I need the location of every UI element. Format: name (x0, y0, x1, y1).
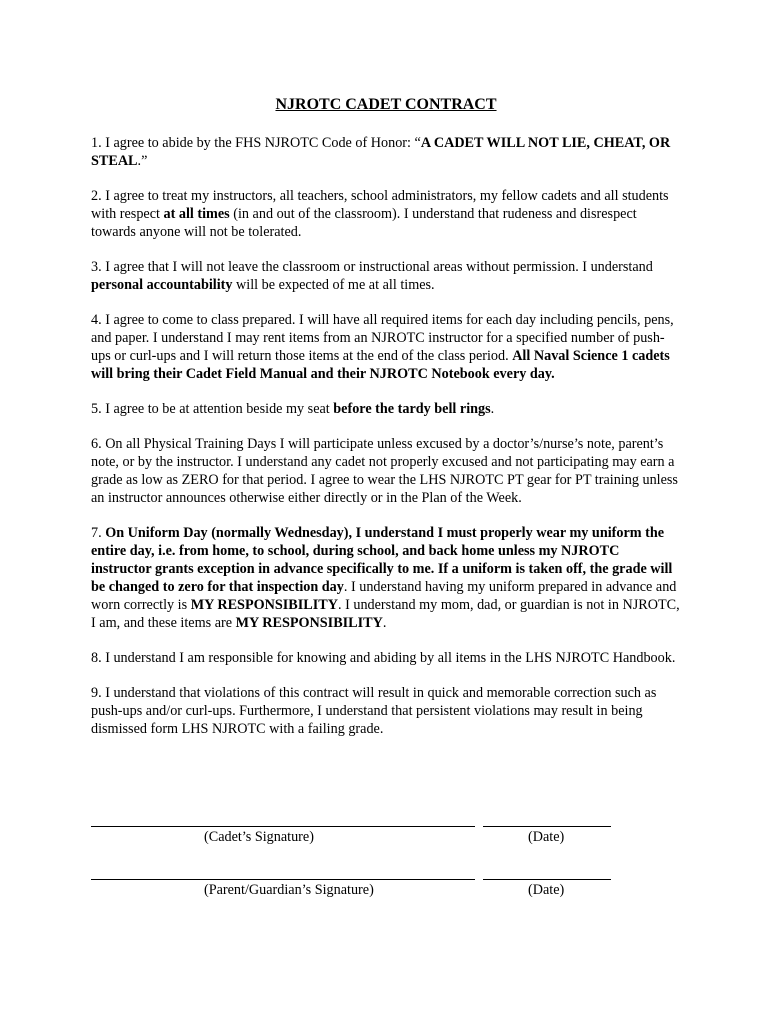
item-text: 2. I agree to treat my instructors, all teachers, school administrators, my fellow cadets and all students with respect (91, 188, 669, 222)
parent-signature-line[interactable] (91, 867, 475, 880)
contract-document (91, 94, 681, 755)
contract-item-1 (91, 134, 681, 170)
item-text: . (382, 615, 387, 631)
contract-item-8 (91, 649, 681, 667)
item-text: 5. I agree to be at attention beside my seat (91, 401, 334, 417)
contract-item-2 (91, 187, 681, 241)
cadet-signature-line[interactable] (91, 814, 475, 827)
item-text: 8. I understand I am responsible for knowing and abiding by all items in the LHS NJROTC Handbook. (91, 650, 676, 666)
item-text: 7. (91, 525, 106, 541)
cadet-date-label: (Date) (528, 829, 565, 845)
item-text: 9. I understand that violations of this contract will result in quick and memorable correction such as push-ups and/or curl-ups. Furthermore, I understand that persistent violations may result in being dismissed form LHS NJROTC with a failing grade. (91, 685, 657, 737)
contract-item-4 (91, 311, 681, 383)
item-text: . I understand having my uniform prepared in advance and worn correctly is (91, 579, 677, 613)
contract-item-6 (91, 435, 681, 507)
item-text: will be expected of me at all times. (232, 277, 435, 293)
parent-signature-label: (Parent/Guardian’s Signature) (204, 882, 374, 898)
item-emphasis: A CADET WILL NOT LIE, CHEAT, OR STEAL (91, 135, 671, 169)
item-text: .” (137, 153, 148, 169)
item-emphasis: personal accountability (91, 277, 233, 293)
contract-item-3 (91, 258, 681, 294)
contract-item-7 (91, 524, 681, 632)
item-emphasis: before the tardy bell rings (333, 401, 491, 417)
cadet-date-line[interactable] (483, 814, 611, 827)
item-emphasis: All Naval Science 1 cadets will bring their Cadet Field Manual and their NJROTC Notebook every day. (91, 348, 670, 382)
item-emphasis: MY RESPONSIBILITY (190, 597, 338, 613)
item-text: 1. I agree to abide by the FHS NJROTC Code of Honor: “ (91, 135, 421, 151)
contract-item-5 (91, 400, 681, 418)
parent-signature-block (91, 867, 631, 898)
item-text: (in and out of the classroom). I understand that rudeness and disrespect towards anyone will not be tolerated. (91, 206, 637, 240)
item-emphasis: MY RESPONSIBILITY (235, 615, 383, 631)
item-text: . I understand my mom, dad, or guardian is not in NJROTC, I am, and these items are (91, 597, 680, 631)
document-title: NJROTC CADET CONTRACT (275, 96, 497, 113)
item-emphasis: at all times (163, 206, 230, 222)
item-text: 4. I agree to come to class prepared. I will have all required items for each day including pencils, pens, and paper. I understand I may rent items from an NJROTC instructor for a specified number of push-ups or curl-ups and I will return those items at the end of the class period. (91, 312, 674, 364)
parent-date-line[interactable] (483, 867, 611, 880)
cadet-signature-block (91, 814, 631, 845)
item-text: 6. On all Physical Training Days I will participate unless excused by a doctor’s/nurse’s note, parent’s note, or by the instructor. I understand any cadet not properly excused and not participating may earn a grade as low as ZERO for that period. I agree to wear the LHS NJROTC PT gear for PT training unless an instructor announces otherwise either directly or in the Plan of the Week. (91, 436, 678, 506)
contract-item-9 (91, 684, 681, 738)
item-text: 3. I agree that I will not leave the classroom or instructional areas without permission. I understand (91, 259, 653, 275)
parent-date-label: (Date) (528, 882, 565, 898)
cadet-signature-label: (Cadet’s Signature) (204, 829, 314, 845)
item-text: . (490, 401, 495, 417)
item-emphasis: On Uniform Day (normally Wednesday), I understand I must properly wear my uniform the entire day, i.e. from home, to school, during school, and back home unless my NJROTC instructor grants exception in advance specifically to me. If a uniform is taken off, the grade will be changed to zero for that inspection day (91, 525, 673, 595)
